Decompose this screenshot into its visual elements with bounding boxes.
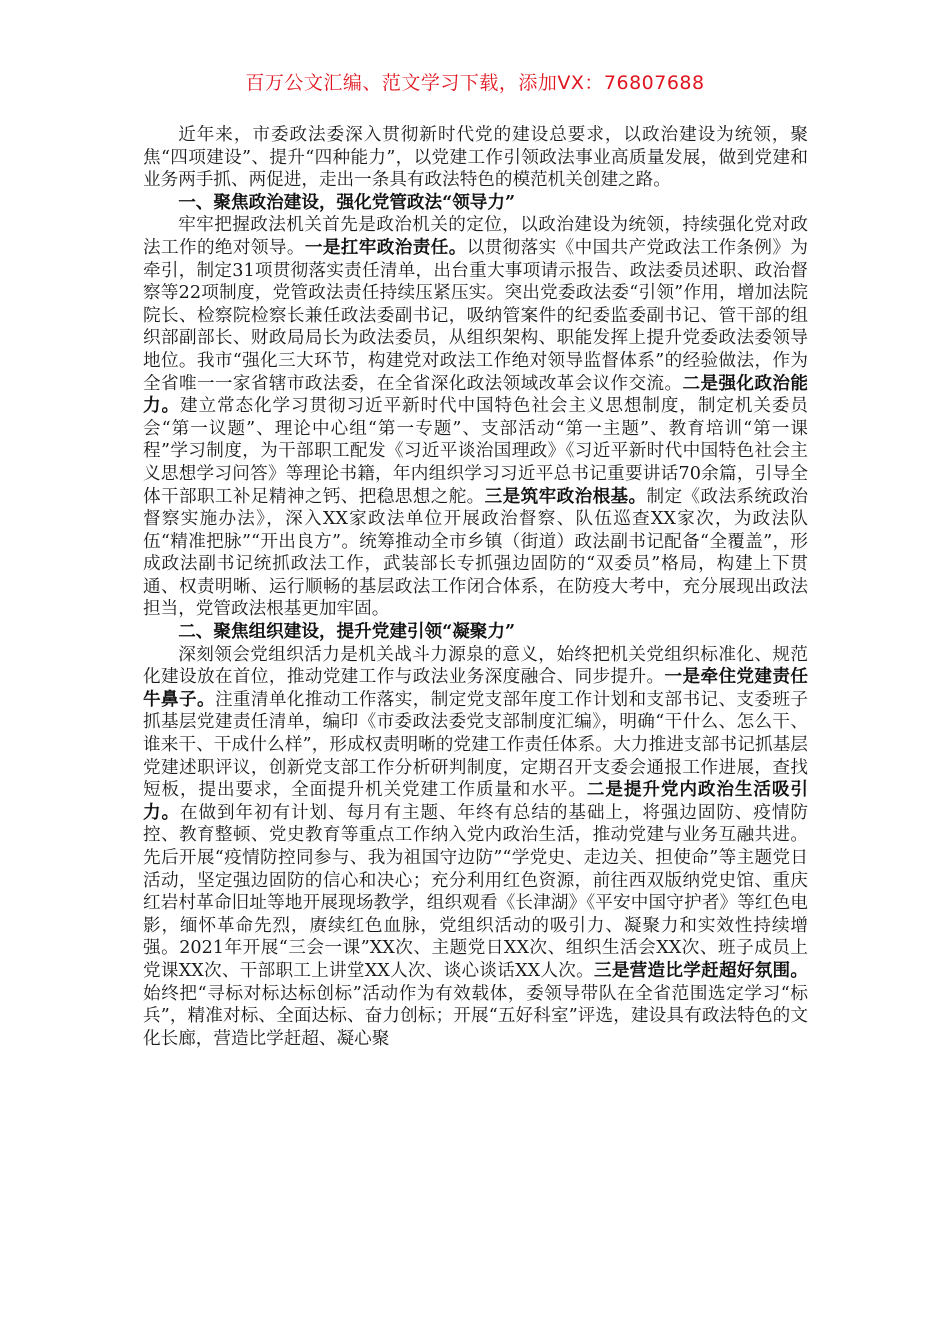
section-2-point-2-title: 二是提升党内政治生活吸引力。	[143, 779, 808, 823]
section-1-point-3-text: 制定《政法系统政治督察实施办法》，深入XX家政法单位开展政治督察、队伍巡查XX家次，为政法队伍“精准把脉”“开出良方”。统筹推动全市乡镇（街道）政法副书记配备“全覆盖”，形成政法副书记统抓政法工作，武装部长专抓强边固防的“双委员”格局，构建上下贯通、权责明晰、运行顺畅的基层政法工作闭合体系，在防疫大考中，充分展现出政法担当，党管政法根基更加牢固。	[143, 486, 808, 620]
section-1-point-3-title: 三是筑牢政治根基。	[484, 485, 647, 507]
section-2-lead: 深刻领会党组织活力是机关战斗力源泉的意义，始终把机关党组织标准化、规范化建设放在首位，推动党建工作与政法业务深度融合、同步提升。	[143, 644, 808, 688]
section-heading-1: 一、聚焦政治建设，强化党管政法“领导力”	[178, 191, 516, 213]
section-2-point-3-title: 三是营造比学赶超好氛围。	[593, 959, 808, 981]
section-heading-2: 二、聚焦组织建设，提升党建引领“凝聚力”	[178, 621, 516, 643]
section-2-point-3-text: 始终把“寻标对标达标创标”活动作为有效载体，委领导带队在全省范围选定学习“标兵”，精准对标、全面达标、奋力创标；开展“五好科室”评选，建设具有政法特色的文化长廊，营造比学赶超、凝心聚	[143, 983, 808, 1049]
section-1-point-1-title: 一是扛牢政治责任。	[304, 236, 467, 258]
section-1-lead: 牢牢把握政法机关首先是政治机关的定位，以政治建设为统领，持续强化党对政法工作的绝对领导。	[143, 215, 808, 258]
watermark-banner: 百万公文汇编、范文学习下载，添加VX：76807688	[245, 72, 705, 94]
section-2-point-1-text: 注重清单化推动工作落实，制定党支部年度工作计划和支部书记、支委班子抓基层党建责任清单，编印《市委政法委党支部制度汇编》，明确“干什么、怎么干、谁来干、干成什么样”，形成权责明晰的党建工作责任体系。大力推进支部书记抓基层党建述职评议，创新党支部工作分析研判制度，定期召开支委会通报工作进展，查找短板，提出要求，全面提升机关党建工作质量和水平。	[143, 689, 808, 801]
document-body	[143, 124, 808, 1050]
section-2-point-1-title: 一是牵住党建责任牛鼻子。	[143, 666, 808, 710]
intro-paragraph: 近年来，市委政法委深入贯彻新时代党的建设总要求，以政治建设为统领，聚焦“四项建设”、提升“四种能力”，以党建工作引领政法事业高质量发展，做到党建和业务两手抓、两促进，走出一条具有政法特色的模范机关创建之路。	[143, 125, 808, 191]
section-2-paragraph	[143, 644, 808, 1051]
section-1-point-1-text: 以贯彻落实《中国共产党政法工作条例》为牵引，制定31项贯彻落实责任清单，出台重大事项请示报告、政法委员述职、政治督察等22项制度，党管政法责任持续压紧压实。突出党委政法委“引领”作用，增加法院院长、检察院检察长兼任政法委副书记，吸纳管案件的纪委监委副书记、管干部的组织部副部长、财政局局长为政法委员，从组织架构、职能发挥上提升党委政法委领导地位。我市“强化三大环节，构建党对政法工作绝对领导监督体系”的经验做法，作为全省唯一一家省辖市政法委，在全省深化政法领域改革会议作交流。	[143, 237, 808, 394]
section-2-point-2-text: 在做到年初有计划、每月有主题、年终有总结的基础上，将强边固防、疫情防控、教育整顿、党史教育等重点工作纳入党内政治生活，推动党建与业务互融共进。先后开展“疫情防控同参与、我为祖国守边防”“学党史、走边关、担使命”等主题党日活动，坚定强边固防的信心和决心；充分利用红色资源，前往西双版纳党史馆、重庆红岩村革命旧址等地开展现场教学，组织观看《长津湖》《平安中国守护者》等红色电影，缅怀革命先烈，赓续红色血脉，党组织活动的吸引力、凝聚力和实效性持续增强。2021年开展“三会一课”XX次、主题党日XX次、组织生活会XX次、班子成员上党课XX次、干部职工上讲堂XX人次、谈心谈话XX人次。	[143, 802, 808, 981]
section-1-point-2-title: 二是强化政治能力。	[143, 372, 808, 417]
section-1-point-2-text: 建立常态化学习贯彻习近平新时代中国特色社会主义思想制度，制定机关委员会“第一议题”、理论中心组“第一专题”、支部活动“第一主题”、教育培训“第一课程”学习制度，为干部职工配发《习近平谈治国理政》《习近平新时代中国特色社会主义思想学习问答》等理论书籍，年内组织学习习近平总书记重要讲话70余篇，引导全体干部职工补足精神之钙、把稳思想之舵。	[143, 396, 808, 507]
section-1-paragraph	[143, 214, 808, 621]
